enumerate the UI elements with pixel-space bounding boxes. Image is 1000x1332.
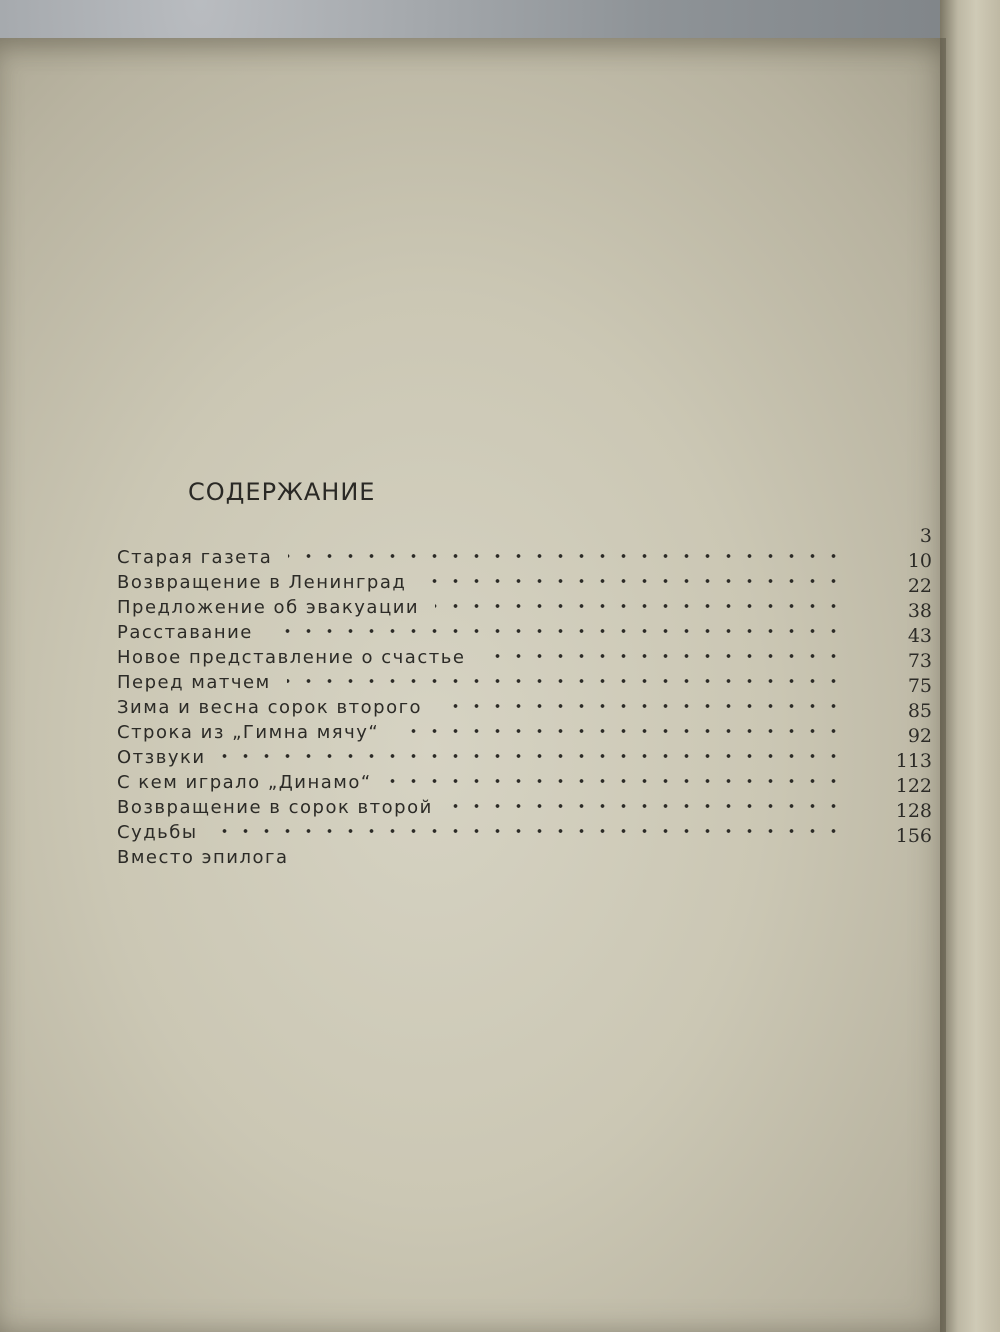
toc-entry-page: 85 xyxy=(907,700,932,722)
toc-entry-page: 3 xyxy=(919,525,932,547)
dot-leader xyxy=(422,579,844,583)
dot-leader xyxy=(395,729,844,733)
toc-entry-title: Новое представление о счастье xyxy=(117,647,466,668)
toc-entry-title: Отзвуки xyxy=(117,747,206,768)
toc-entry-page: 75 xyxy=(907,675,932,697)
dot-leader xyxy=(288,554,844,558)
dot-leader xyxy=(214,829,844,833)
toc-entry-page: 38 xyxy=(907,600,932,622)
toc-entry-page: 92 xyxy=(907,725,932,747)
toc-entry-title: Перед матчем xyxy=(117,672,271,693)
dot-leader xyxy=(449,804,844,808)
toc-entry-title: Вместо эпилога xyxy=(117,847,289,868)
toc-entry-page: 43 xyxy=(907,625,932,647)
dot-leader xyxy=(287,679,844,683)
book-spine xyxy=(940,0,1000,1332)
toc-entry-title: Предложение об эвакуации xyxy=(117,597,420,618)
dot-leader xyxy=(388,779,844,783)
toc-entry-page: 122 xyxy=(895,775,932,797)
dot-leader xyxy=(269,629,844,633)
toc-heading: СОДЕРЖАНИЕ xyxy=(188,478,376,506)
toc-entry-page: 128 xyxy=(895,800,932,822)
dot-leader xyxy=(481,654,844,658)
toc-entry-page: 113 xyxy=(895,750,932,772)
toc-entry-page: 10 xyxy=(907,550,932,572)
toc-entry-title: Зима и весна сорок второго xyxy=(117,697,423,718)
toc-entry-title: Возвращение в сорок второй xyxy=(117,797,433,818)
toc-entry-page: 73 xyxy=(907,650,932,672)
toc-entry-page: 22 xyxy=(907,575,932,597)
toc-entry-title: Старая газета xyxy=(117,547,273,568)
toc-entry-title: Судьбы xyxy=(117,822,198,843)
table-of-contents xyxy=(117,525,932,868)
page-edge-shadow xyxy=(940,38,946,1332)
toc-entry-title: Возвращение в Ленинград xyxy=(117,572,407,593)
toc-entry-title: С кем играло „Динамо“ xyxy=(117,772,372,793)
dot-leader xyxy=(222,754,844,758)
toc-entry-page: 156 xyxy=(895,825,932,847)
toc-entry-title: Строка из „Гимна мячу“ xyxy=(117,722,380,743)
toc-entry-title: Расставание xyxy=(117,622,253,643)
dot-leader xyxy=(438,704,844,708)
dot-leader xyxy=(435,604,844,608)
